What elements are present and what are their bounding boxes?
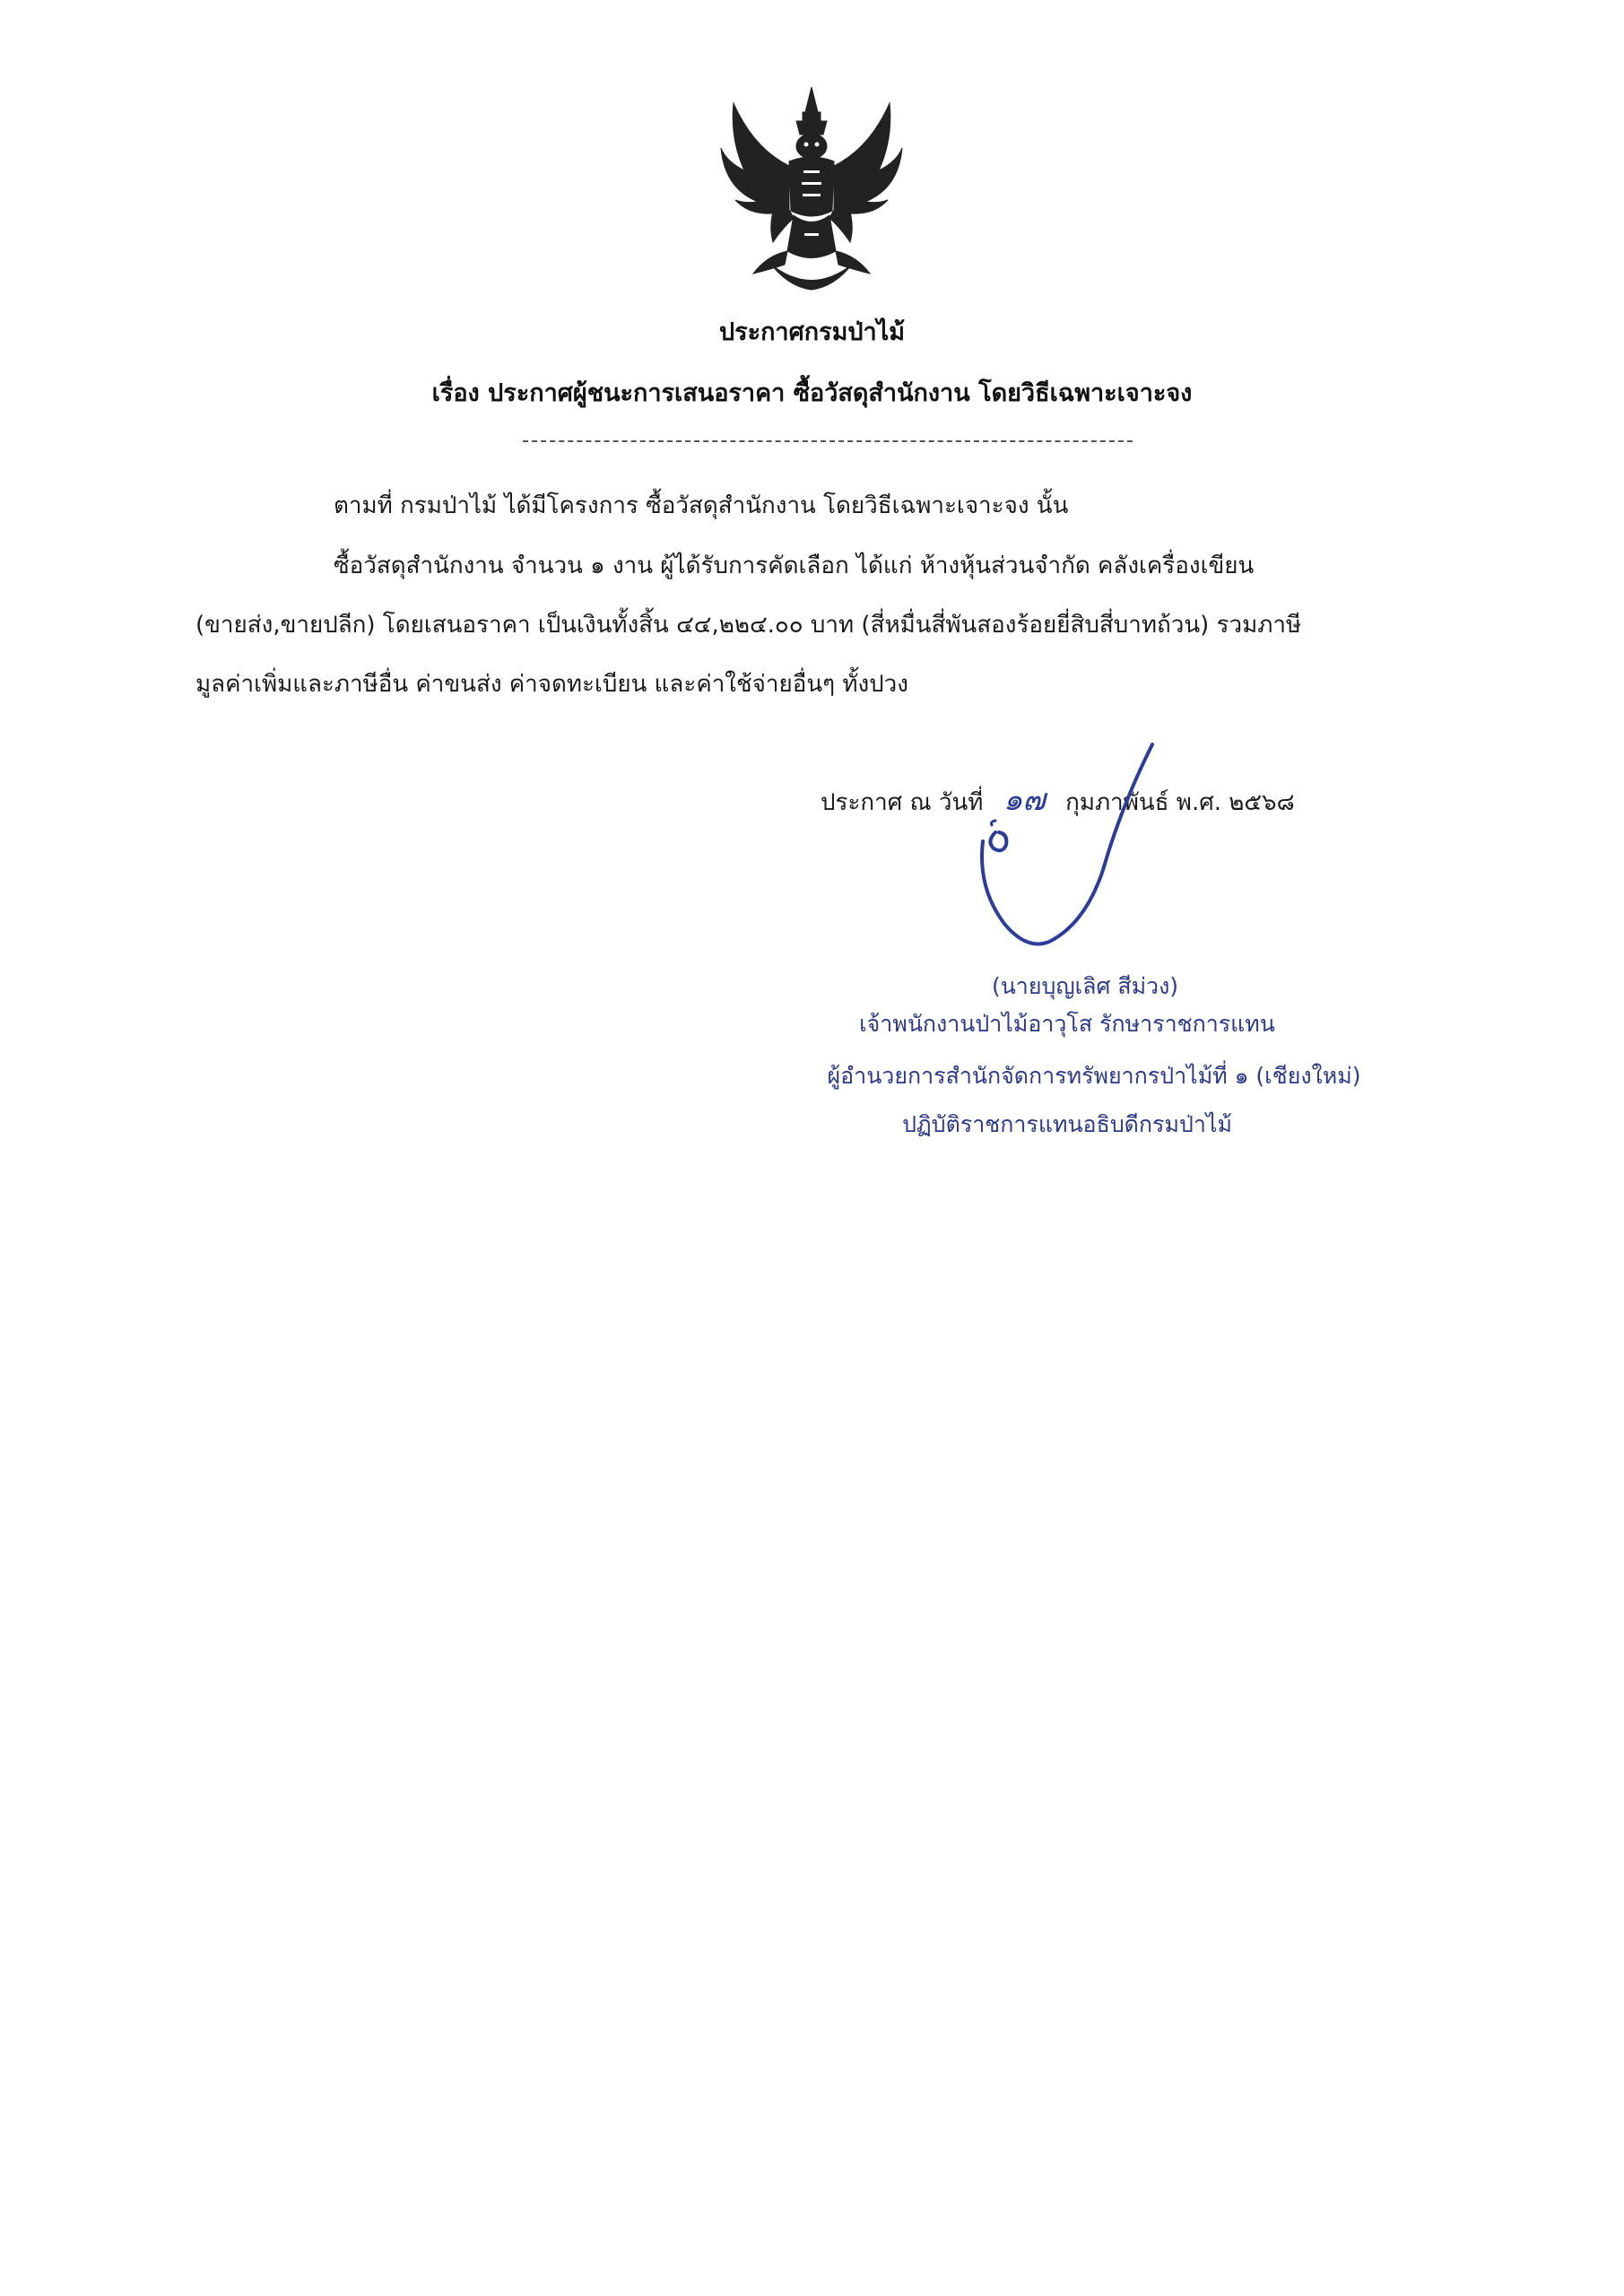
- paragraph-line-1: ตามที่ กรมป่าไม้ ได้มีโครงการ ซื้อวัสดุสำนักงาน โดยวิธีเฉพาะเจาะจง นั้น: [334, 492, 1069, 519]
- paragraph-line-3: (ขายส่ง,ขายปลีก) โดยเสนอราคา เป็นเงินทั้งสิ้น ๔๔,๒๒๔.๐๐ บาท (สี่หมื่นสี่พันสองร้อยยี่สิบสี่บาทถ้วน) รวมภาษี: [195, 612, 1302, 639]
- signatory-name: (นายบุญเลิศ สีม่วง): [991, 973, 1179, 999]
- divider: [523, 440, 1133, 442]
- signature-icon: [951, 735, 1255, 987]
- date-month-year: กุมภาพันธ์ พ.ศ. ๒๕๖๘: [1065, 789, 1295, 816]
- signatory-office: ผู้อำนวยการสำนักจัดการทรัพยากรป่าไม้ที่ ๑ (เชียงใหม่): [827, 1063, 1361, 1089]
- date-day-handwritten: ๑๗: [1003, 782, 1046, 818]
- garuda-emblem-icon: [717, 85, 906, 291]
- document-title: ประกาศกรมป่าไม้: [718, 318, 906, 346]
- paragraph-line-4: มูลค่าเพิ่มและภาษีอื่น ค่าขนส่ง ค่าจดทะเบียน และค่าใช้จ่ายอื่นๆ ทั้งปวง: [195, 671, 908, 698]
- signatory-position: เจ้าพนักงานป่าไม้อาวุโส รักษาราชการแทน: [859, 1011, 1275, 1037]
- document-subject: เรื่อง ประกาศผู้ชนะการเสนอราคา ซื้อวัสดุสำนักงาน โดยวิธีเฉพาะเจาะจง: [431, 379, 1193, 407]
- date-prefix: ประกาศ ณ วันที่: [821, 789, 984, 816]
- paragraph-line-2: ซื้อวัสดุสำนักงาน จำนวน ๑ งาน ผู้ได้รับการคัดเลือก ได้แก่ ห้างหุ้นส่วนจำกัด คลังเครื่องเขียน: [334, 552, 1255, 579]
- signatory-acting: ปฏิบัติราชการแทนอธิบดีกรมป่าไม้: [902, 1111, 1232, 1137]
